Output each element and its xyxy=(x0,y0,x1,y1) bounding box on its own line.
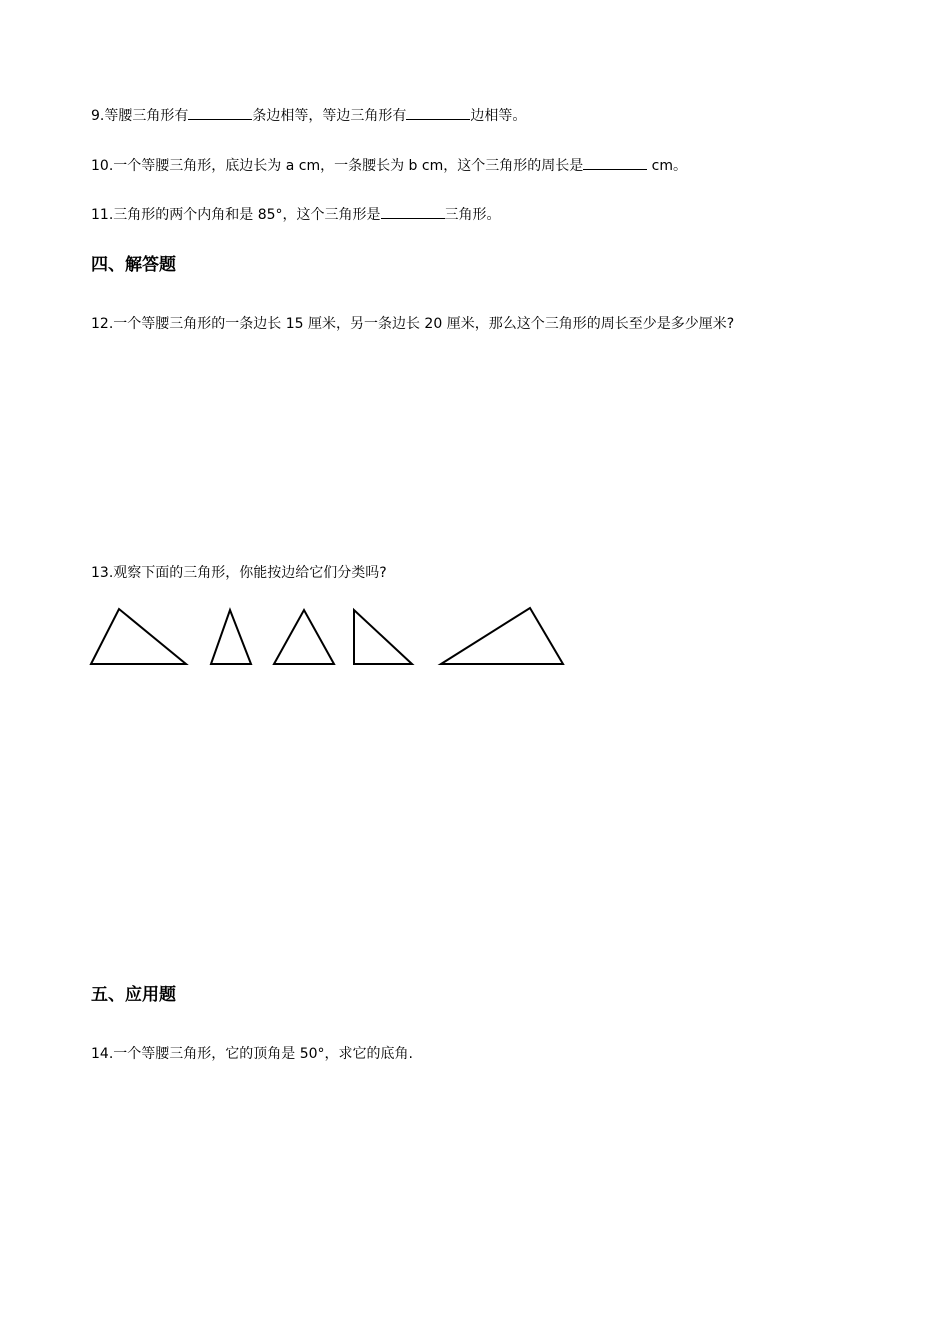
question-12: 12.一个等腰三角形的一条边长 15 厘米，另一条边长 20 厘米，那么这个三角形的周长至少是多少厘米? xyxy=(91,316,735,332)
question-9-text-1: 等腰三角形有 xyxy=(104,108,189,124)
question-11-text-2: 三角形。 xyxy=(444,207,501,223)
triangle-4 xyxy=(354,610,412,664)
question-10 xyxy=(91,155,687,176)
question-10-text-1: 一个等腰三角形，底边长为 a cm，一条腰长为 b cm，这个三角形的周长是 xyxy=(113,158,584,174)
question-9-number: 9. xyxy=(91,108,105,124)
question-13: 13.观察下面的三角形，你能按边给它们分类吗? xyxy=(91,565,387,581)
question-14: 14.一个等腰三角形，它的顶角是 50°，求它的底角. xyxy=(91,1046,413,1062)
question-10-number: 10. xyxy=(91,158,114,174)
question-10-text-2: cm。 xyxy=(647,158,687,174)
answer-blank[interactable] xyxy=(188,105,252,120)
question-11-number: 11. xyxy=(91,207,114,223)
question-9 xyxy=(91,105,526,126)
question-11 xyxy=(91,204,501,225)
triangle-3 xyxy=(274,610,334,664)
question-9-text-2: 条边相等，等边三角形有 xyxy=(252,108,407,124)
question-9-text-3: 边相等。 xyxy=(470,108,527,124)
triangles-figure xyxy=(88,603,568,669)
answer-blank[interactable] xyxy=(583,155,647,170)
triangle-1 xyxy=(91,609,186,664)
triangle-5 xyxy=(441,608,563,664)
answer-blank[interactable] xyxy=(406,105,470,120)
section-heading-answer-questions: 四、解答题 xyxy=(91,255,176,275)
question-11-text-1: 三角形的两个内角和是 85°，这个三角形是 xyxy=(113,207,381,223)
triangle-2 xyxy=(211,610,251,664)
section-heading-application-questions: 五、应用题 xyxy=(91,985,176,1005)
answer-blank[interactable] xyxy=(381,204,445,219)
